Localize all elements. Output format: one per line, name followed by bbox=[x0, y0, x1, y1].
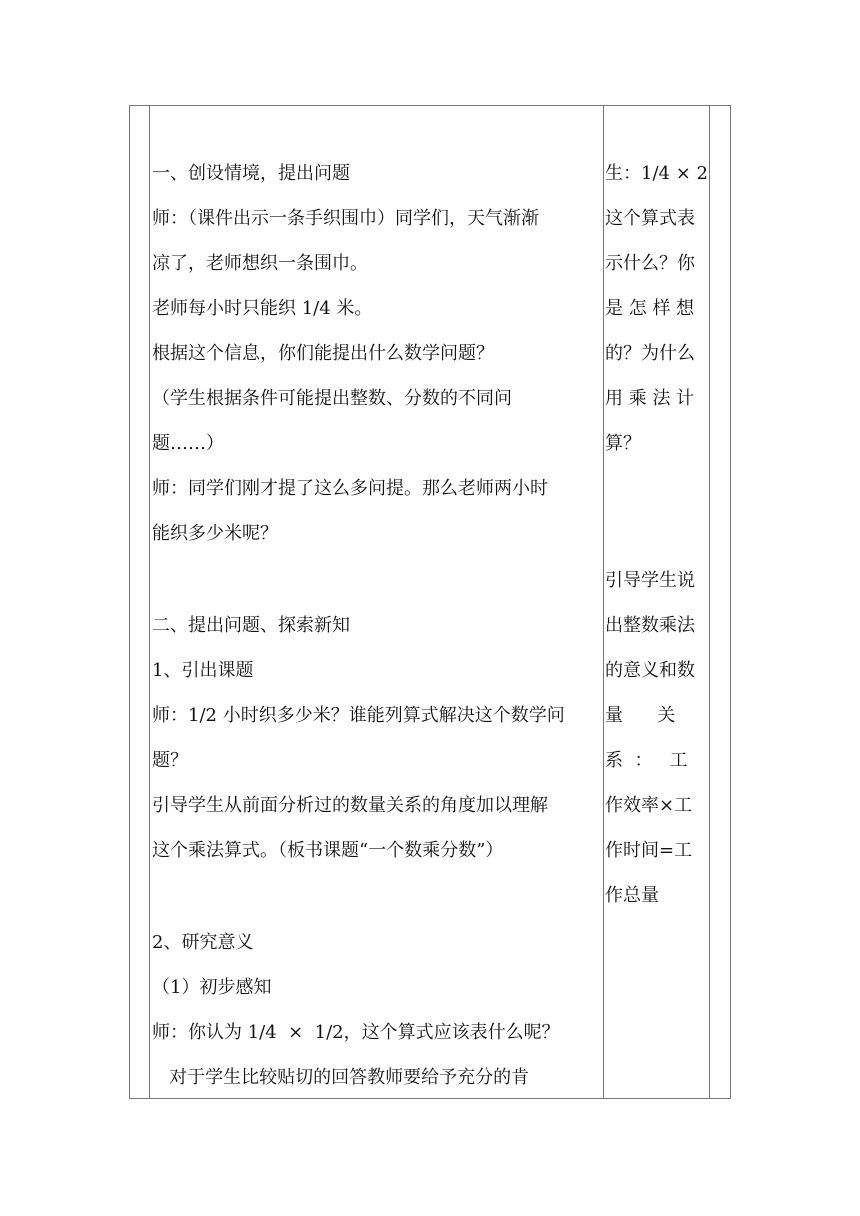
text-line: 师：1/2 小时织多少米？谁能列算式解决这个数学问 bbox=[152, 705, 565, 726]
note-line: 的意义和数 bbox=[605, 660, 695, 681]
text-line: 题？ bbox=[152, 750, 188, 771]
note-line: 出整数乘法 bbox=[605, 615, 695, 636]
text-line: 老师每小时只能织 1/4 米。 bbox=[152, 298, 373, 319]
note-line: 这个算式表 bbox=[605, 208, 695, 229]
text-line: 题……） bbox=[152, 433, 224, 454]
note-line: 作总量 bbox=[605, 885, 659, 906]
text-line: 师：你认为 1/4 × 1/2，这个算式应该表什么呢？ bbox=[152, 1022, 560, 1043]
section-heading-1: 一、创设情境，提出问题 bbox=[152, 163, 350, 184]
subsection-heading: 2、研究意义 bbox=[152, 932, 254, 953]
text-line: （学生根据条件可能提出整数、分数的不同问 bbox=[152, 388, 512, 409]
note-line: 引导学生说 bbox=[605, 570, 695, 591]
table-border-inner-right bbox=[709, 105, 710, 1099]
note-line: 示什么？你 bbox=[605, 253, 695, 274]
table-border-middle bbox=[603, 105, 604, 1099]
table-top-border bbox=[129, 105, 731, 106]
table-border-right bbox=[730, 105, 731, 1099]
note-line: 是 怎 样 想 bbox=[605, 298, 695, 319]
note-line: 作时间=工 bbox=[605, 840, 693, 861]
note-line: 生：1/4 × 2 bbox=[605, 163, 708, 184]
text-line: 能织多少米呢？ bbox=[152, 523, 278, 544]
text-line: 这个乘法算式。（板书课题“一个数乘分数”） bbox=[152, 840, 504, 861]
note-line: 作效率×工 bbox=[605, 795, 693, 816]
text-line: 师：同学们刚才提了这么多问提。那么老师两小时 bbox=[152, 478, 548, 499]
subsection-heading: 1、引出课题 bbox=[152, 660, 254, 681]
text-line: 引导学生从前面分析过的数量关系的角度加以理解 bbox=[152, 795, 548, 816]
text-line: 凉了，老师想织一条围巾。 bbox=[152, 253, 368, 274]
subsection-heading: （1）初步感知 bbox=[152, 977, 272, 998]
text-line: 师：（课件出示一条手织围巾）同学们，天气渐渐 bbox=[152, 208, 539, 229]
text-line: 对于学生比较贴切的回答教师要给予充分的肯 bbox=[152, 1067, 530, 1088]
note-line: 的？为什么 bbox=[605, 343, 695, 364]
table-border-left bbox=[129, 105, 130, 1099]
text-line: 根据这个信息，你们能提出什么数学问题？ bbox=[152, 343, 494, 364]
note-line: 系 ： 工 bbox=[605, 750, 688, 771]
lesson-table bbox=[129, 105, 731, 1099]
note-line: 量 关 bbox=[605, 705, 676, 726]
table-border-inner-left bbox=[149, 105, 150, 1099]
note-line: 用 乘 法 计 bbox=[605, 388, 695, 409]
section-heading-2: 二、提出问题、探索新知 bbox=[152, 615, 350, 636]
note-line: 算？ bbox=[605, 433, 641, 454]
